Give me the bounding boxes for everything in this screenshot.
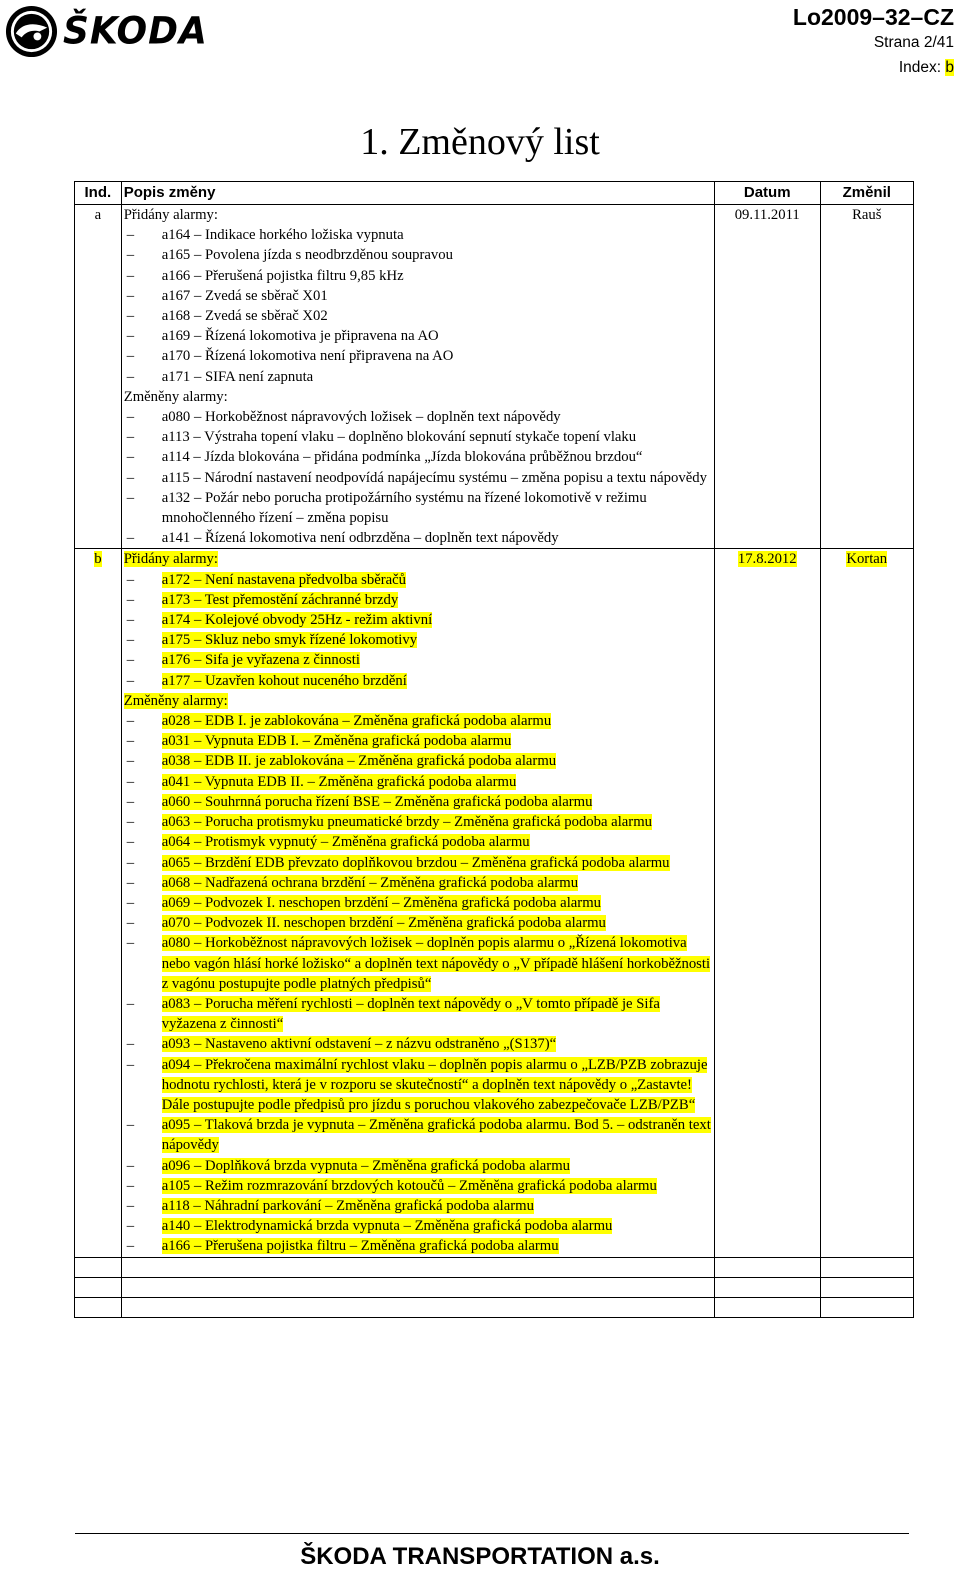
list-item — [124, 731, 712, 751]
list-item — [124, 792, 712, 812]
list-item — [124, 1055, 712, 1116]
list-item-text: a113 – Výstraha topení vlaku – doplněno blokování sepnutí stykače topení vlaku — [161, 429, 637, 446]
list-item — [124, 225, 712, 245]
list-item-text: a060 – Souhrnná porucha řízení BSE – Změněna grafická podoba alarmu — [161, 793, 593, 810]
list-item — [124, 1115, 712, 1155]
section-label-text: Změněny alarmy: — [123, 388, 228, 405]
skoda-winged-arrow-logo-icon — [4, 4, 59, 59]
brand-name: ŠKODA — [63, 9, 208, 54]
list-item-text: a094 – Překročena maximální rychlost vlaku – doplněn popis alarmu o „LZB/PZB zobrazuje hodnotu rychlosti, která je v rozporu se skutečností“ a doplněn text nápovědy o „Zastavte! Dále postupujte podle předpisů pro jízdu s poruchou vlakového zabezpečovače LZB/PZB“ — [161, 1056, 708, 1113]
list-item — [124, 671, 712, 691]
header-ind: Ind. — [75, 182, 122, 205]
author-value: Rauš — [852, 207, 882, 223]
author-value: Kortan — [846, 551, 888, 568]
empty-cell — [820, 1297, 913, 1317]
list-item-text: a174 – Kolejové obvody 25Hz - režim aktivní — [161, 612, 433, 629]
list-item-text: a080 – Horkoběžnost nápravových ložisek – doplněn text nápovědy — [161, 409, 561, 426]
list-item-text: a031 – Vypnuta EDB I. – Změněna grafická podoba alarmu — [161, 733, 512, 750]
list-item — [124, 1216, 712, 1236]
header-description: Popis změny — [121, 182, 714, 205]
list-item-text: a028 – EDB I. je zablokována – Změněna grafická podoba alarmu — [161, 713, 552, 730]
index-value: b — [945, 59, 954, 76]
empty-cell — [75, 1277, 122, 1297]
list-item — [124, 427, 712, 447]
empty-table-row — [75, 1277, 914, 1297]
list-item — [124, 751, 712, 771]
list-item-text: a166 – Přerušena pojistka filtru – Změněna grafická podoba alarmu — [161, 1238, 559, 1255]
section-label-text: Změněny alarmy: — [123, 692, 228, 709]
added-alarms-label — [124, 205, 712, 225]
list-item-text: a176 – Sifa je vyřazena z činnosti — [161, 652, 360, 669]
list-item — [124, 1034, 712, 1054]
empty-cell — [75, 1297, 122, 1317]
list-item-text: a080 – Horkoběžnost nápravových ložisek – doplněn popis alarmu o „Řízená lokomotiva nebo vagón hlásí horké ložisko“ a doplněn text nápovědy o „V případě hlášení horkoběžnosti z vagónu postupujte podle platných předpisů“ — [161, 935, 711, 992]
list-item — [124, 893, 712, 913]
list-item-text: a069 – Podvozek I. neschopen brzdění – Změněna grafická podoba alarmu — [161, 894, 601, 911]
index-value: b — [94, 551, 102, 568]
list-item-text: a068 – Nadřazená ochrana brzdění – Změněna grafická podoba alarmu — [161, 874, 579, 891]
list-item — [124, 468, 712, 488]
list-item-text: a070 – Podvozek II. neschopen brzdění – Změněna grafická podoba alarmu — [161, 915, 606, 932]
empty-cell — [714, 1277, 820, 1297]
list-item-text: a041 – Vypnuta EDB II. – Změněna grafická podoba alarmu — [161, 773, 517, 790]
list-item — [124, 346, 712, 366]
list-item-text: a095 – Tlaková brzda je vypnuta – Změněna grafická podoba alarmu. Bod 5. – odstraněn text nápovědy — [161, 1117, 711, 1154]
list-item-text: a169 – Řízená lokomotiva je připravena na AO — [161, 328, 439, 345]
changed-alarms-label — [124, 387, 712, 407]
list-item — [124, 326, 712, 346]
list-item — [124, 528, 712, 548]
list-item-text: a177 – Uzavřen kohout nuceného brzdění — [161, 672, 407, 689]
changed-alarms-label — [124, 691, 712, 711]
section-label-text: Přidány alarmy: — [123, 207, 218, 223]
empty-cell — [75, 1257, 122, 1277]
list-item-text: a064 – Protismyk vypnutý – Změněna grafická podoba alarmu — [161, 834, 530, 851]
table-header-row — [75, 182, 914, 205]
document-header — [793, 4, 954, 80]
row-index — [75, 549, 122, 1257]
list-item — [124, 913, 712, 933]
list-item-text: a114 – Jízda blokována – přidána podmínka „Jízda blokována průběžnou brzdou“ — [161, 449, 643, 466]
section-label-text: Přidány alarmy: — [123, 551, 218, 568]
empty-cell — [820, 1257, 913, 1277]
empty-cell — [121, 1277, 714, 1297]
list-item-text: a167 – Zvedá se sběrač X01 — [161, 287, 328, 304]
list-item — [124, 1176, 712, 1196]
list-item — [124, 570, 712, 590]
list-item — [124, 306, 712, 326]
list-item — [124, 873, 712, 893]
date-value: 09.11.2011 — [734, 207, 800, 223]
list-item-text: a105 – Režim rozmrazování brzdových kotoučů – Změněna grafická podoba alarmu — [161, 1177, 657, 1194]
page-number: Strana 2/41 — [873, 34, 954, 51]
index-label: Index: — [898, 59, 946, 76]
added-alarms-label — [124, 549, 712, 569]
list-item-text: a038 – EDB II. je zablokována – Změněna grafická podoba alarmu — [161, 753, 557, 770]
list-item — [124, 488, 712, 528]
changed-by — [820, 205, 913, 549]
list-item-text: a173 – Test přemostění záchranné brzdy — [161, 591, 399, 608]
list-item-text: a132 – Požár nebo porucha protipožárního systému na řízené lokomotivě v režimu mnohočlenného řízení – změna popisu — [161, 489, 647, 527]
footer-company: ŠKODA TRANSPORTATION a.s. — [300, 1543, 660, 1570]
change-log-table — [74, 181, 914, 1318]
list-item — [124, 286, 712, 306]
list-item-text: a141 – Řízená lokomotiva není odbrzděna – doplněn text nápovědy — [161, 530, 559, 547]
empty-table-row — [75, 1257, 914, 1277]
list-item — [124, 367, 712, 387]
list-item — [124, 1236, 712, 1256]
footer-divider — [75, 1533, 909, 1534]
list-item — [124, 711, 712, 731]
list-item-text: a165 – Povolena jízda s neodbrzděnou soupravou — [161, 247, 453, 264]
list-item-text: a164 – Indikace horkého ložiska vypnuta — [161, 227, 404, 244]
list-item-text: a115 – Národní nastavení neodpovídá napájecímu systému – změna popisu a textu nápovědy — [161, 469, 707, 486]
list-item — [124, 407, 712, 427]
changed-by — [820, 549, 913, 1257]
page-title: 1. Změnový list — [360, 121, 600, 163]
header-date: Datum — [714, 182, 820, 205]
list-item-text: a065 – Brzdění EDB převzato doplňkovou brzdou – Změněna grafická podoba alarmu — [161, 854, 670, 871]
date-value: 17.8.2012 — [737, 551, 797, 568]
change-description — [121, 549, 714, 1257]
empty-cell — [714, 1297, 820, 1317]
list-item-text: a140 – Elektrodynamická brzda vypnuta – Změněna grafická podoba alarmu — [161, 1218, 613, 1235]
empty-cell — [121, 1297, 714, 1317]
list-item-text: a118 – Náhradní parkování – Změněna grafická podoba alarmu — [161, 1197, 534, 1214]
list-item — [124, 630, 712, 650]
list-item — [124, 266, 712, 286]
list-item — [124, 1156, 712, 1176]
list-item — [124, 245, 712, 265]
list-item — [124, 772, 712, 792]
list-item-text: a170 – Řízená lokomotiva není připravena na AO — [161, 348, 454, 365]
change-date — [714, 205, 820, 549]
document-code: Lo2009–32–CZ — [792, 4, 954, 30]
list-item-text: a168 – Zvedá se sběrač X02 — [161, 308, 328, 325]
list-item-text: a063 – Porucha protismyku pneumatické brzdy – Změněna grafická podoba alarmu — [161, 814, 652, 831]
list-item — [124, 832, 712, 852]
index-value: a — [94, 207, 102, 223]
change-description — [121, 205, 714, 549]
table-row — [75, 205, 914, 549]
company-logo — [4, 4, 208, 59]
list-item-text: a166 – Přerušená pojistka filtru 9,85 kHz — [161, 267, 404, 284]
list-item — [124, 610, 712, 630]
list-item — [124, 1196, 712, 1216]
empty-table-row — [75, 1297, 914, 1317]
list-item-text: a175 – Skluz nebo smyk řízené lokomotivy — [161, 632, 418, 649]
change-date — [714, 549, 820, 1257]
list-item — [124, 933, 712, 994]
list-item-text: a172 – Není nastavena předvolba sběračů — [161, 571, 407, 588]
list-item-text: a171 – SIFA není zapnuta — [161, 368, 314, 385]
list-item — [124, 812, 712, 832]
empty-cell — [714, 1257, 820, 1277]
list-item-text: a096 – Doplňková brzda vypnuta – Změněna grafická podoba alarmu — [161, 1157, 570, 1174]
list-item — [124, 994, 712, 1034]
table-row — [75, 549, 914, 1257]
list-item — [124, 650, 712, 670]
empty-cell — [820, 1277, 913, 1297]
list-item — [124, 447, 712, 467]
empty-cell — [121, 1257, 714, 1277]
list-item — [124, 590, 712, 610]
list-item — [124, 853, 712, 873]
row-index — [75, 205, 122, 549]
document-index — [793, 55, 954, 80]
list-item-text: a093 – Nastaveno aktivní odstavení – z názvu odstraněno „(S137)“ — [161, 1036, 557, 1053]
header-changed-by: Změnil — [820, 182, 913, 205]
list-item-text: a083 – Porucha měření rychlosti – doplněn text nápovědy o „V tomto případě je Sifa vyžazena z činnosti“ — [161, 995, 660, 1033]
